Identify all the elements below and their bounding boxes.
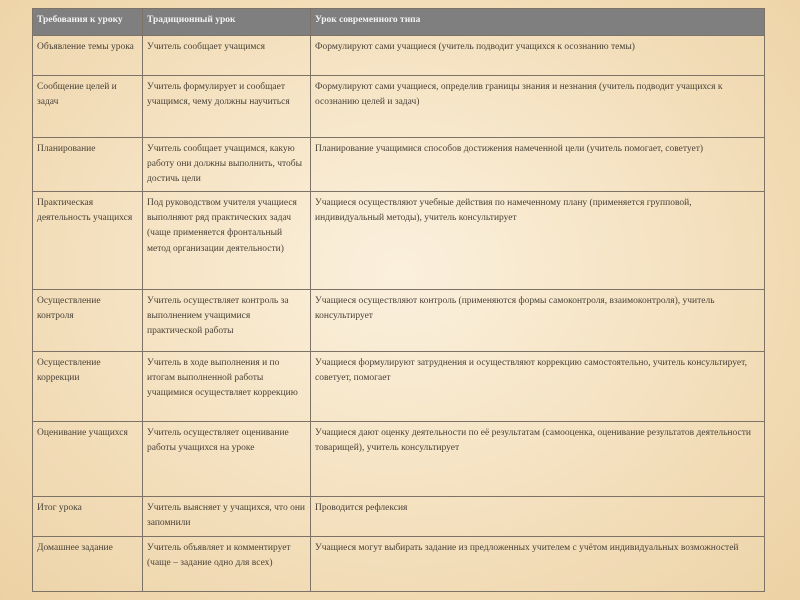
row-requirement: Планирование — [33, 138, 143, 192]
row-requirement: Объявление темы урока — [33, 36, 143, 76]
row-modern: Учащиеся осуществляют учебные действия по намеченному плану (применяется групповой, индивидуальный методы), учитель консультирует — [311, 192, 765, 290]
table-header-row — [33, 9, 765, 36]
row-traditional: Под руководством учителя учащиеся выполняют ряд практических задач (чаще применяется фронтальный метод организации деятельности) — [143, 192, 311, 290]
row-modern: Формулируют сами учащиеся, определив границы знания и незнания (учитель подводит учащихся к осознанию целей и задач) — [311, 76, 765, 138]
table-row — [33, 192, 765, 290]
row-traditional: Учитель сообщает учащимся — [143, 36, 311, 76]
row-traditional: Учитель сообщает учащимся, какую работу они должны выполнить, чтобы достичь цели — [143, 138, 311, 192]
table-row — [33, 76, 765, 138]
header-modern-lesson: Урок современного типа — [311, 9, 765, 36]
table-row — [33, 138, 765, 192]
table-row — [33, 422, 765, 497]
row-requirement: Оценивание учащихся — [33, 422, 143, 497]
table-row — [33, 537, 765, 592]
table-row — [33, 290, 765, 352]
row-requirement: Осуществление контроля — [33, 290, 143, 352]
header-requirements: Требования к уроку — [33, 9, 143, 36]
row-modern: Учащиеся дают оценку деятельности по её результатам (самооценка, оценивание результатов деятельности товарищей), учитель консультирует — [311, 422, 765, 497]
row-modern: Учащиеся формулируют затруднения и осуществляют коррекцию самостоятельно, учитель консультирует, советует, помогает — [311, 352, 765, 422]
header-traditional-lesson: Традиционный урок — [143, 9, 311, 36]
row-modern: Планирование учащимися способов достижения намеченной цели (учитель помогает, советует) — [311, 138, 765, 192]
row-traditional: Учитель осуществляет контроль за выполнением учащимися практической работы — [143, 290, 311, 352]
row-traditional: Учитель объявляет и комментирует (чаще – задание одно для всех) — [143, 537, 311, 592]
row-traditional: Учитель осуществляет оценивание работы учащихся на уроке — [143, 422, 311, 497]
row-requirement: Осуществление коррекции — [33, 352, 143, 422]
row-modern: Учащиеся осуществляют контроль (применяются формы самоконтроля, взаимоконтроля), учитель консультирует — [311, 290, 765, 352]
row-traditional: Учитель формулирует и сообщает учащимся, чему должны научиться — [143, 76, 311, 138]
row-modern: Учащиеся могут выбирать задание из предложенных учителем с учётом индивидуальных возможностей — [311, 537, 765, 592]
row-requirement: Практическая деятельность учащихся — [33, 192, 143, 290]
table-row — [33, 352, 765, 422]
row-requirement: Сообщение целей и задач — [33, 76, 143, 138]
row-traditional: Учитель выясняет у учащихся, что они запомнили — [143, 497, 311, 537]
row-modern: Формулируют сами учащиеся (учитель подводит учащихся к осознанию темы) — [311, 36, 765, 76]
row-traditional: Учитель в ходе выполнения и по итогам выполненной работы учащимися осуществляет коррекцию — [143, 352, 311, 422]
row-modern: Проводится рефлексия — [311, 497, 765, 537]
table-row — [33, 497, 765, 537]
comparison-table — [32, 8, 765, 592]
table-row — [33, 36, 765, 76]
row-requirement: Итог урока — [33, 497, 143, 537]
row-requirement: Домашнее задание — [33, 537, 143, 592]
